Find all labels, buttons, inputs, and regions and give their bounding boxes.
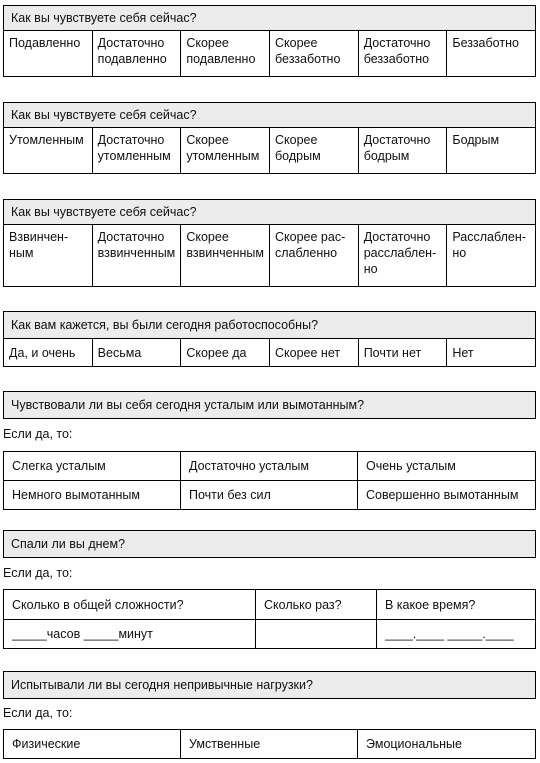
option-cell[interactable]: Достаточно расслаблен-но <box>359 225 448 286</box>
question-text: Как вы чувствуете себя сейчас? <box>11 205 197 219</box>
nap-header-count: Сколько раз? <box>256 590 377 619</box>
nap-header-time: В какое время? <box>385 597 476 612</box>
option-cell[interactable]: Весьма <box>93 339 182 366</box>
options-row-productivity <box>3 339 536 367</box>
option-cell[interactable]: Скорее беззаботно <box>270 31 359 76</box>
option-cell[interactable]: Скорее бодрым <box>270 128 359 173</box>
question-productivity <box>3 311 536 339</box>
tired-options-grid <box>3 451 536 510</box>
question-text: Как вам кажется, вы были сегодня работоспособны? <box>11 318 319 332</box>
nap-time-field[interactable]: ____.____ _____.____ <box>385 627 514 641</box>
options-row-fatigue <box>3 128 536 174</box>
option-cell[interactable]: Эмоциональные <box>366 737 462 751</box>
option-cell[interactable]: Слегка усталым <box>4 452 181 480</box>
question-text: Спали ли вы днем? <box>11 537 126 551</box>
option-cell[interactable]: Достаточно утомленным <box>93 128 182 173</box>
options-row-tension <box>3 225 536 287</box>
question-text: Чувствовали ли вы себя сегодня усталым или вымотанным? <box>11 398 365 412</box>
option-cell[interactable]: Достаточно беззаботно <box>359 31 448 76</box>
option-cell[interactable]: Беззаботно <box>452 36 519 50</box>
if-yes-label: Если да, то: <box>3 566 73 580</box>
if-yes-label: Если да, то: <box>3 427 73 441</box>
option-cell[interactable]: Совершенно вымотанным <box>366 488 519 502</box>
option-cell[interactable]: Скорее взвинченным <box>181 225 270 286</box>
question-nap <box>3 530 536 558</box>
option-cell[interactable]: Очень усталым <box>366 459 456 473</box>
option-cell[interactable]: Взвинчен-ным <box>4 225 93 286</box>
option-cell[interactable]: Немного вымотанным <box>4 481 181 509</box>
option-cell[interactable]: Расслаблен-но <box>452 230 526 260</box>
option-cell[interactable]: Бодрым <box>452 133 500 147</box>
options-row-mood <box>3 31 536 77</box>
question-text: Как вы чувствуете себя сейчас? <box>11 108 197 122</box>
option-cell[interactable]: Утомленным <box>4 128 93 173</box>
option-cell[interactable]: Почти нет <box>359 339 448 366</box>
question-loads <box>3 671 536 699</box>
option-cell[interactable]: Достаточно бодрым <box>359 128 448 173</box>
question-tension <box>3 199 536 225</box>
option-cell[interactable]: Физические <box>4 730 181 758</box>
option-cell[interactable]: Подавленно <box>4 31 93 76</box>
option-cell[interactable]: Достаточно подавленно <box>93 31 182 76</box>
option-cell[interactable]: Да, и очень <box>4 339 93 366</box>
nap-count-field[interactable] <box>256 620 377 648</box>
option-cell[interactable]: Достаточно усталым <box>181 452 358 480</box>
question-tired <box>3 391 536 419</box>
question-text: Как вы чувствуете себя сейчас? <box>11 11 197 25</box>
loads-options-grid <box>3 729 536 759</box>
option-cell[interactable]: Скорее утомленным <box>181 128 270 173</box>
question-fatigue <box>3 102 536 128</box>
question-text: Испытывали ли вы сегодня непривычные нагрузки? <box>11 678 313 692</box>
option-cell[interactable]: Скорее нет <box>270 339 359 366</box>
option-cell[interactable]: Скорее рас-слабленно <box>270 225 359 286</box>
option-cell[interactable]: Почти без сил <box>181 481 358 509</box>
nap-duration-field[interactable]: _____часов _____минут <box>4 620 256 648</box>
option-cell[interactable]: Нет <box>452 346 474 360</box>
option-cell[interactable]: Скорее подавленно <box>181 31 270 76</box>
nap-grid <box>3 589 536 649</box>
nap-header-duration: Сколько в общей сложности? <box>4 590 256 619</box>
if-yes-label: Если да, то: <box>3 706 73 720</box>
option-cell[interactable]: Достаточно взвинченным <box>93 225 182 286</box>
option-cell[interactable]: Скорее да <box>181 339 270 366</box>
option-cell[interactable]: Умственные <box>181 730 358 758</box>
question-mood <box>3 5 536 31</box>
